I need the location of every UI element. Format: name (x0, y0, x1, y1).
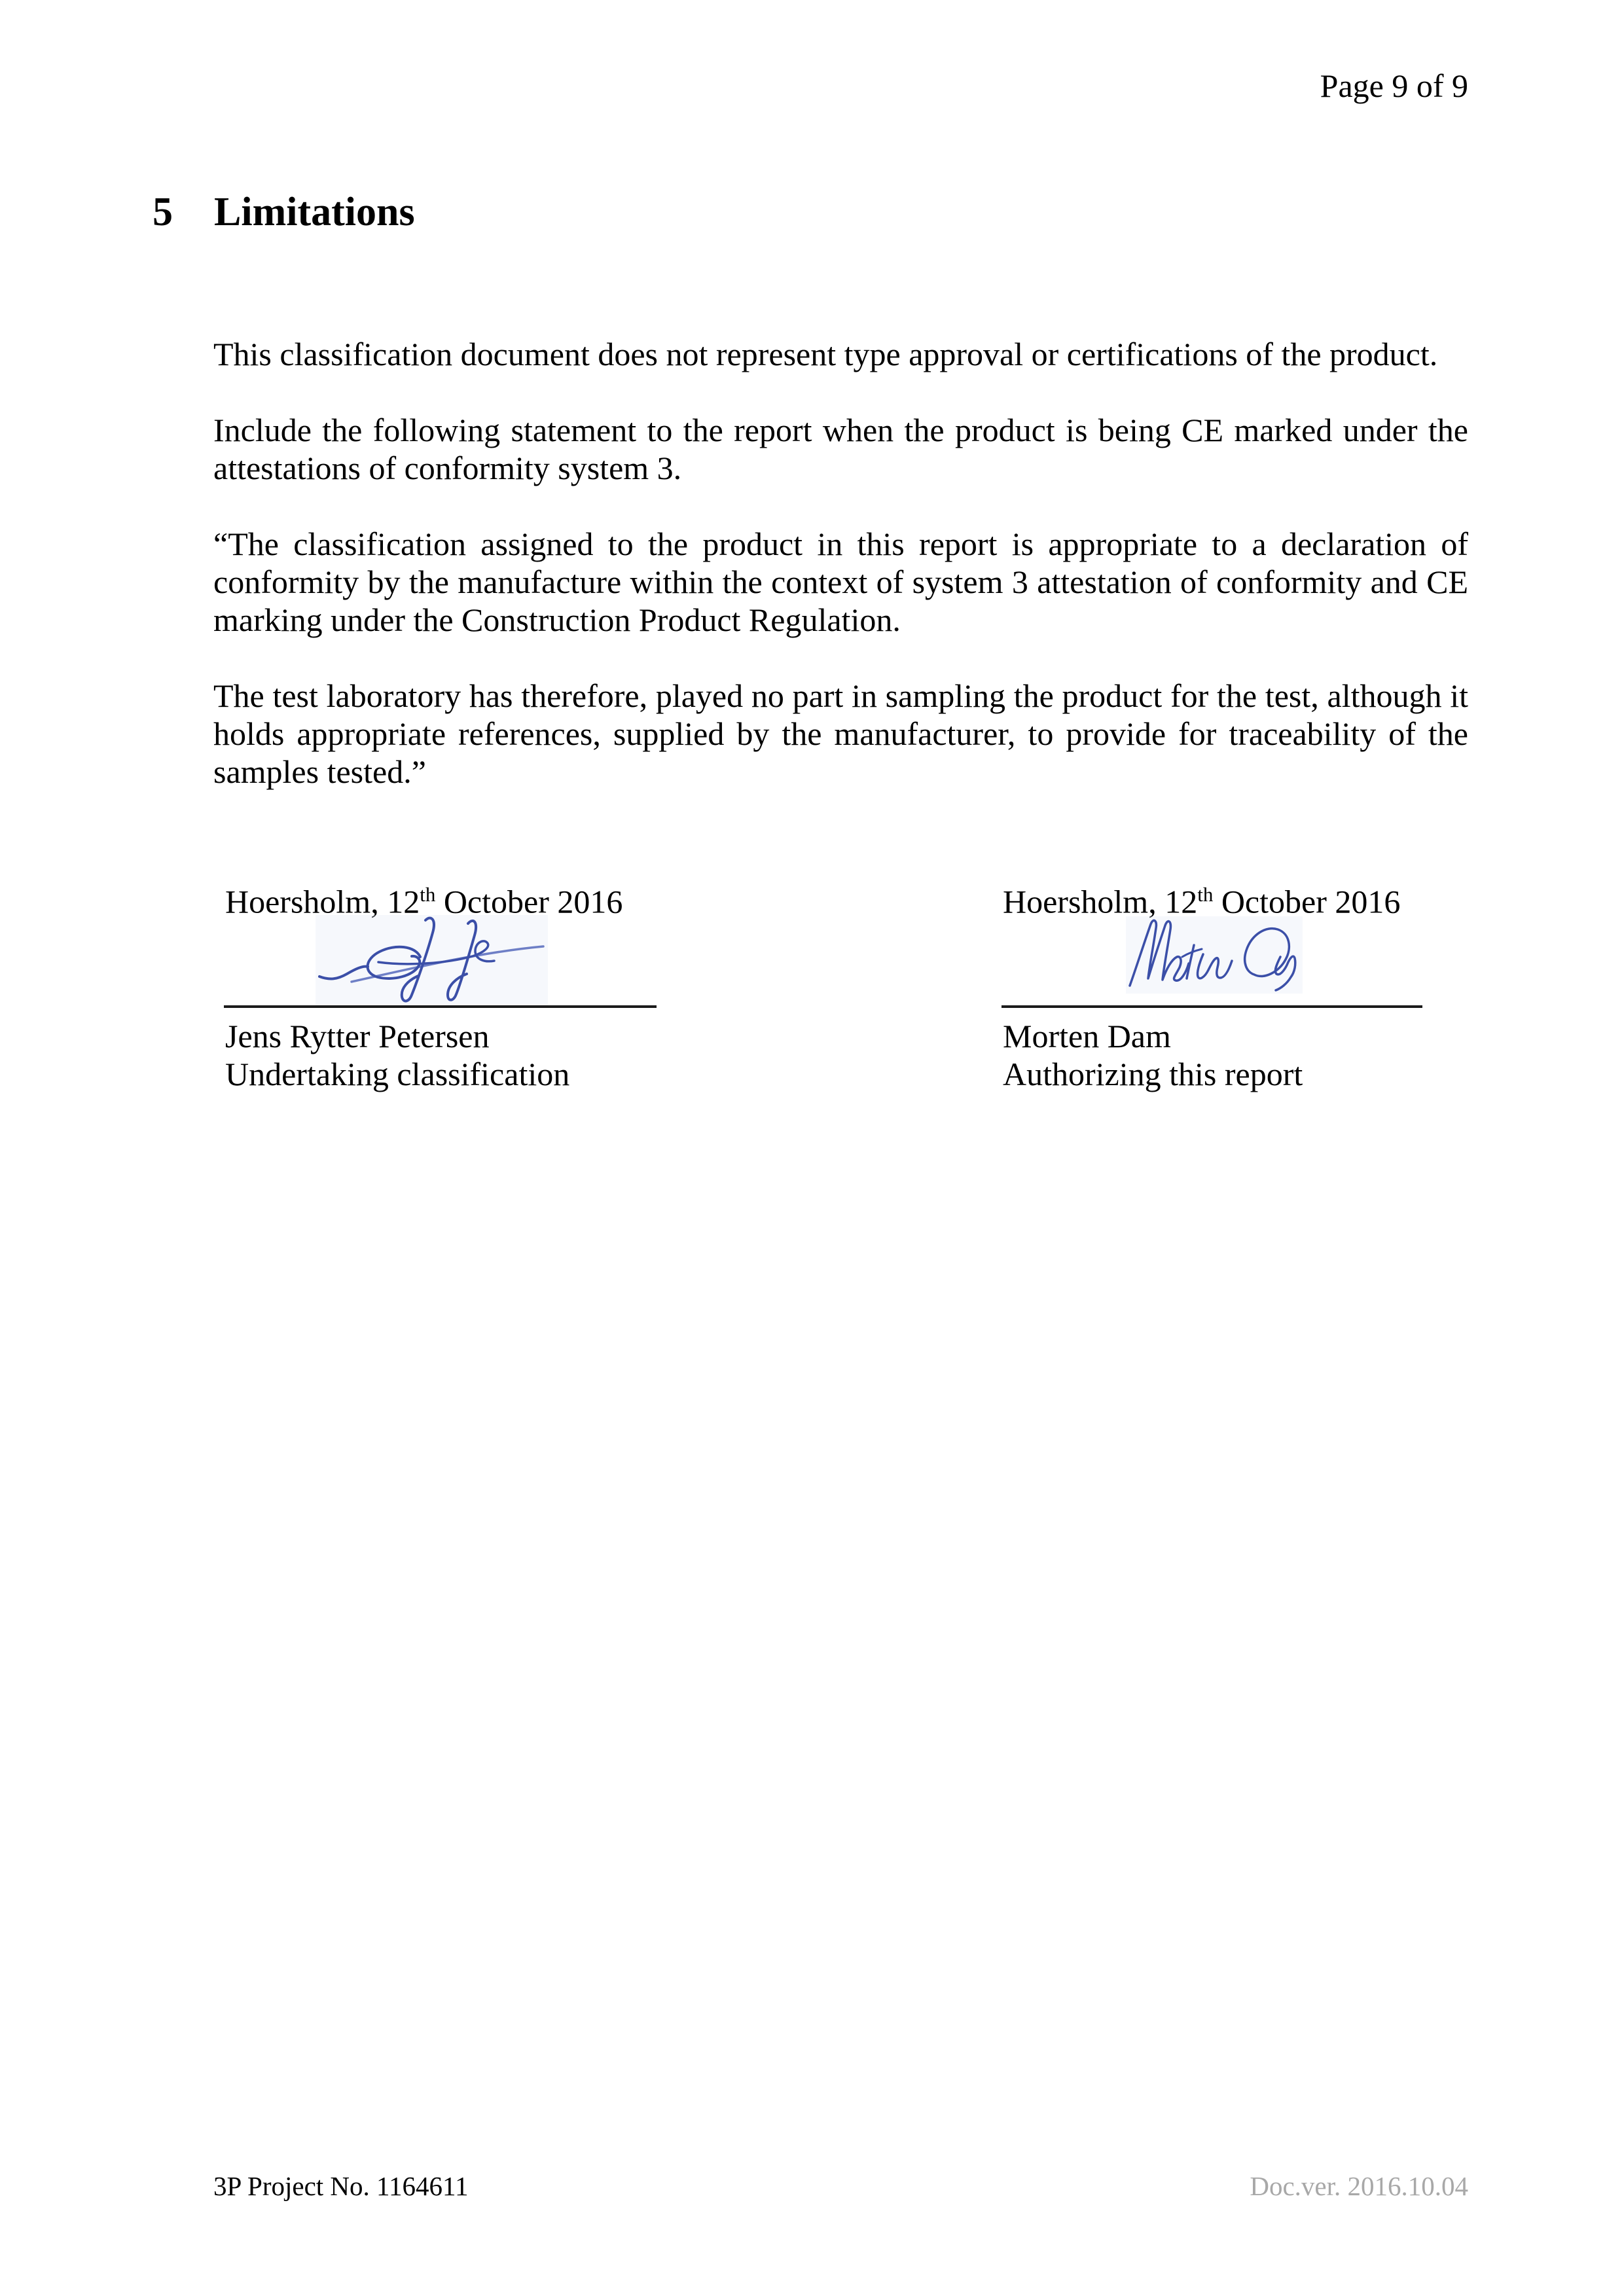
signature-date-right (1003, 876, 1400, 921)
signatory-role-left: Undertaking classification (225, 1056, 570, 1092)
handwritten-signature-morten-dam (1126, 916, 1303, 994)
section-title: Limitations (214, 190, 415, 234)
handwritten-signature-jens-petersen (316, 915, 548, 1008)
date-ordinal-superscript: th (1197, 883, 1214, 906)
date-text: Hoersholm, 12 (1003, 883, 1198, 920)
signatory-name-left: Jens Rytter Petersen (225, 1018, 490, 1054)
signatory-name-right: Morten Dam (1003, 1018, 1171, 1054)
date-text: October 2016 (1213, 883, 1401, 920)
paragraph-no-type-approval: This classification document does not represent type approval or certifications of the product. (213, 336, 1438, 372)
footer-project-number: 3P Project No. 1164611 (213, 2171, 469, 2201)
signatory-role-right: Authorizing this report (1003, 1056, 1303, 1092)
date-text: October 2016 (435, 883, 623, 920)
date-text: Hoersholm, 12 (225, 883, 420, 920)
paragraph-classification-quote: “The classification assigned to the product in this report is appropriate to a declaration of conformity by the manufacture within the context of system 3 attestation of conformity and CE marking under the Construction Product Regulation. (213, 526, 1468, 638)
paragraph-include-statement: Include the following statement to the report when the product is being CE marked under the attestations of conformity system 3. (213, 412, 1468, 486)
date-ordinal-superscript: th (420, 883, 436, 906)
paragraph-test-laboratory: The test laboratory has therefore, played no part in sampling the product for the test, although it holds appropriate references, supplied by the manufacturer, to provide for traceability of the samples tested.” (213, 677, 1468, 790)
body-text (213, 335, 1468, 829)
signature-date-left (225, 876, 623, 921)
footer-doc-version: Doc.ver. 2016.10.04 (1250, 2171, 1468, 2201)
section-number: 5 (153, 190, 173, 234)
section-heading (153, 192, 415, 232)
signature-block-left (224, 876, 657, 1138)
page-number-indicator: Page 9 of 9 (1320, 67, 1468, 104)
signature-line (1001, 1005, 1422, 1008)
signature-block-right (1001, 876, 1422, 1138)
signature-line (224, 1005, 657, 1008)
